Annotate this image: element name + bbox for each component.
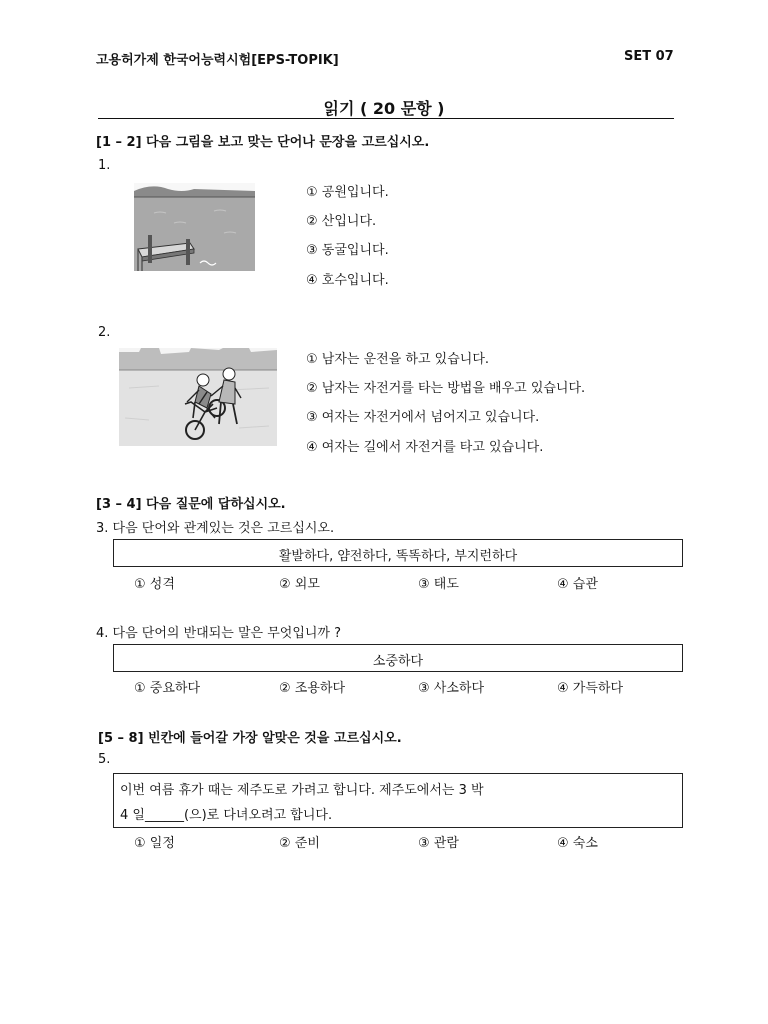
q2-option-4[interactable]: ④ 여자는 길에서 자전거를 타고 있습니다. (306, 440, 544, 455)
q5-option-4[interactable]: ④ 숙소 (557, 836, 598, 851)
q2-option-3[interactable]: ③ 여자는 자전거에서 넘어지고 있습니다. (306, 410, 540, 425)
exam-header: 고용허가제 한국어능력시험[EPS-TOPIK] (96, 53, 339, 68)
page-title: 읽기 ( 20 문항 ) (323, 99, 445, 118)
q4-option-2[interactable]: ② 조용하다 (279, 681, 346, 696)
q2-option-2[interactable]: ② 남자는 자전거를 타는 방법을 배우고 있습니다. (306, 381, 586, 396)
question-4-text: 4. 다음 단어의 반대되는 말은 무엇입니까 ? (96, 626, 342, 641)
question-2-number: 2. (98, 325, 111, 340)
question-4-word-box (113, 644, 683, 672)
people-bicycle-illustration (119, 348, 277, 446)
q1-option-2[interactable]: ② 산입니다. (306, 214, 377, 229)
question-5-number: 5. (98, 752, 111, 767)
lake-with-pier-illustration (134, 183, 255, 271)
question-5-passage-box (113, 773, 683, 828)
question-5-passage-line-1: 이번 여름 휴가 때는 제주도로 가려고 합니다. 제주도에서는 3 박 (120, 783, 484, 798)
q4-option-4[interactable]: ④ 가득하다 (557, 681, 624, 696)
q5-option-3[interactable]: ③ 관람 (418, 836, 459, 851)
q4-option-3[interactable]: ③ 사소하다 (418, 681, 485, 696)
q2-option-1[interactable]: ① 남자는 운전을 하고 있습니다. (306, 352, 490, 367)
q1-option-3[interactable]: ③ 동굴입니다. (306, 243, 389, 258)
section-3-heading: [5 – 8] 빈칸에 들어갈 가장 알맞은 것을 고르십시오. (98, 731, 402, 746)
title-divider (98, 118, 674, 119)
question-1-number: 1. (98, 158, 111, 173)
q3-option-4[interactable]: ④ 습관 (557, 577, 598, 592)
q5-option-2[interactable]: ② 준비 (279, 836, 320, 851)
q3-option-1[interactable]: ① 성격 (134, 577, 175, 592)
q1-option-4[interactable]: ④ 호수입니다. (306, 273, 389, 288)
q4-option-1[interactable]: ① 중요하다 (134, 681, 201, 696)
q5-option-1[interactable]: ① 일정 (134, 836, 175, 851)
section-1-heading: [1 – 2] 다음 그림을 보고 맞는 단어나 문장을 고르십시오. (96, 135, 430, 150)
question-5-passage-line-2: 4 일______(으)로 다녀오려고 합니다. (120, 808, 333, 823)
q1-option-1[interactable]: ① 공원입니다. (306, 185, 389, 200)
question-3-word-box (113, 539, 683, 567)
question-3-text: 3. 다음 단어와 관계있는 것은 고르십시오. (96, 521, 335, 536)
question-4-word: 소중하다 (372, 654, 424, 669)
q3-option-3[interactable]: ③ 태도 (418, 577, 459, 592)
question-3-words: 활발하다, 얌전하다, 똑똑하다, 부지런하다 (278, 549, 518, 564)
q3-option-2[interactable]: ② 외모 (279, 577, 320, 592)
set-label: SET 07 (624, 49, 674, 64)
section-2-heading: [3 – 4] 다음 질문에 답하십시오. (96, 497, 286, 512)
